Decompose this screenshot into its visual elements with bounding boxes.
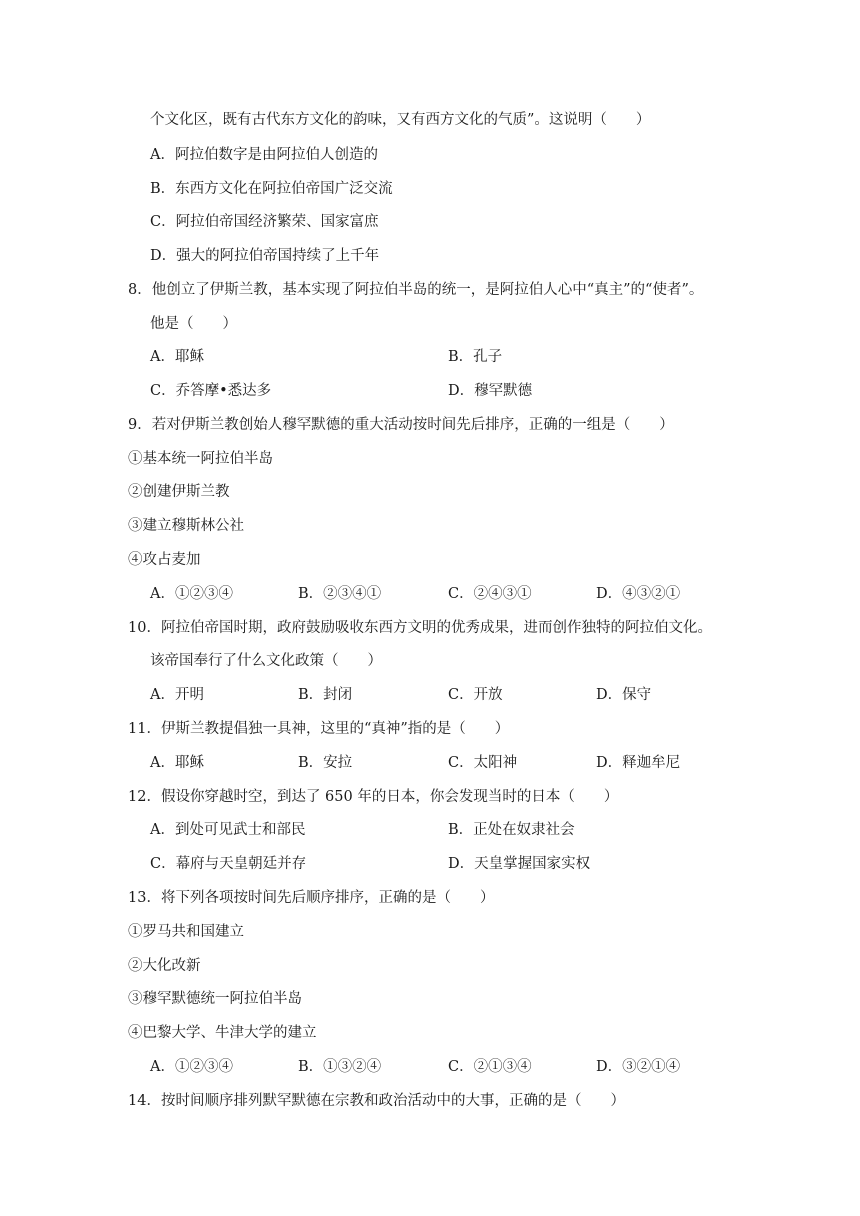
q13-item-2: ②大化改新 [128,958,201,974]
q12-option-d[interactable]: D．天皇掌握国家实权 [448,856,591,872]
q10-stem-cont: 该帝国奉行了什么文化政策（ ） [150,653,382,669]
q10-stem: 10．阿拉伯帝国时期，政府鼓励吸收东西方文明的优秀成果，进而创作独特的阿拉伯文化。 [128,620,712,636]
q13-item-4: ④巴黎大学、牛津大学的建立 [128,1025,317,1041]
q7-stem-tail: 个文化区，既有古代东方文化的韵味，又有西方文化的气质”。这说明（ ） [150,112,651,128]
q13-option-d[interactable]: D．③②①④ [596,1059,681,1075]
q7-option-a[interactable]: A．阿拉伯数字是由阿拉伯人创造的 [150,147,378,163]
q11-option-d[interactable]: D．释迦牟尼 [596,755,681,771]
q10-option-c[interactable]: C．开放 [448,687,503,703]
q8-option-d[interactable]: D．穆罕默德 [448,383,533,399]
q13-stem: 13．将下列各项按时间先后顺序排序，正确的是（ ） [128,890,495,906]
q13-option-b[interactable]: B．①③②④ [298,1059,382,1075]
q9-option-d[interactable]: D．④③②① [596,586,681,602]
q13-item-3: ③穆罕默德统一阿拉伯半岛 [128,991,302,1007]
q7-option-c[interactable]: C．阿拉伯帝国经济繁荣、国家富庶 [150,214,379,230]
q7-option-b[interactable]: B．东西方文化在阿拉伯帝国广泛交流 [150,181,393,197]
q8-stem-cont: 他是（ ） [150,316,237,332]
q11-option-b[interactable]: B．安拉 [298,755,353,771]
q8-option-b[interactable]: B．孔子 [448,349,503,365]
q11-option-a[interactable]: A．耶稣 [150,755,204,771]
q10-option-d[interactable]: D．保守 [596,687,652,703]
q9-item-3: ③建立穆斯林公社 [128,518,244,534]
q9-stem: 9．若对伊斯兰教创始人穆罕默德的重大活动按时间先后排序，正确的一组是（ ） [128,417,674,433]
q9-option-a[interactable]: A．①②③④ [150,586,233,602]
q7-option-d[interactable]: D．强大的阿拉伯帝国持续了上千年 [150,248,380,264]
q9-item-2: ②创建伊斯兰教 [128,484,230,500]
q11-option-c[interactable]: C．太阳神 [448,755,518,771]
q13-item-1: ①罗马共和国建立 [128,924,244,940]
q9-option-b[interactable]: B．②③④① [298,586,382,602]
q9-option-c[interactable]: C．②④③① [448,586,532,602]
q12-option-b[interactable]: B．正处在奴隶社会 [448,822,575,838]
q10-option-b[interactable]: B．封闭 [298,687,353,703]
q13-option-a[interactable]: A．①②③④ [150,1059,233,1075]
q8-stem: 8．他创立了伊斯兰教，基本实现了阿拉伯半岛的统一，是阿拉伯人心中“真主”的“使者”。 [128,282,704,298]
q11-stem: 11．伊斯兰教提倡独一具神，这里的“真神”指的是（ ） [128,721,510,737]
q8-option-c[interactable]: C．乔答摩•悉达多 [150,383,272,399]
q12-option-c[interactable]: C．幕府与天皇朝廷并存 [150,856,307,872]
q9-item-1: ①基本统一阿拉伯半岛 [128,451,273,467]
q12-option-a[interactable]: A．到处可见武士和部民 [150,822,306,838]
q13-option-c[interactable]: C．②①③④ [448,1059,532,1075]
q10-option-a[interactable]: A．开明 [150,687,204,703]
q8-option-a[interactable]: A．耶稣 [150,349,204,365]
q9-item-4: ④攻占麦加 [128,552,201,568]
q12-stem: 12．假设你穿越时空，到达了 650 年的日本，你会发现当时的日本（ ） [128,789,619,805]
q14-stem: 14．按时间顺序排列默罕默德在宗教和政治活动中的大事，正确的是（ ） [128,1093,625,1109]
